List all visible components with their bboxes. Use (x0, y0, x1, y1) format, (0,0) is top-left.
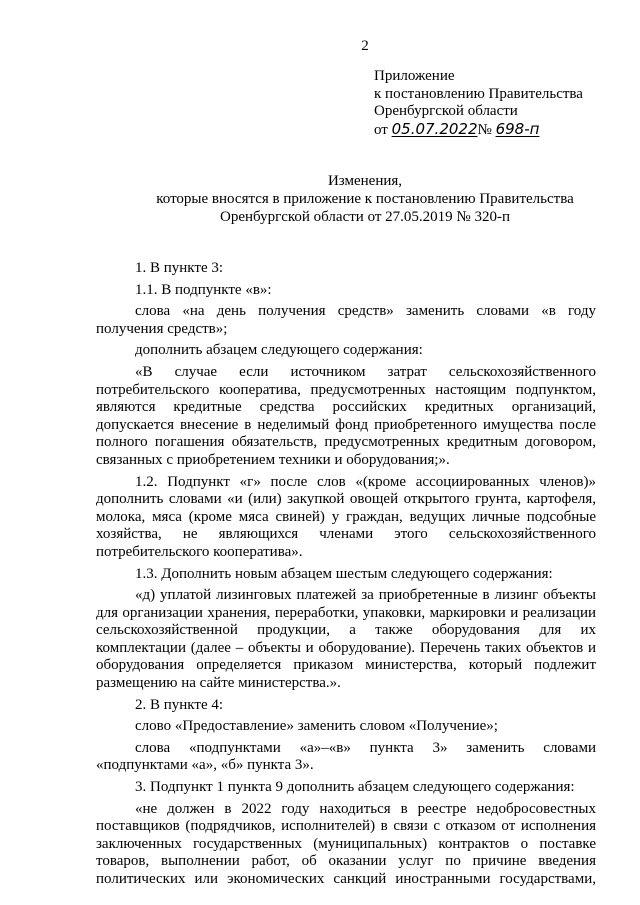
page-number: 2 (361, 38, 369, 54)
number-label: № (477, 121, 492, 138)
paragraph-1-2: 1.2. Подпункт «г» после слов «(кроме ассоциированных членов)» дополнить словами «и (или) закупкой овощей открытого грунта, картофеля, молока, мяса (кроме мяса свиней) у граждан, ведущих личные подсобные хозяйства, не являющихся членами этого сельскохозяйственного потребительского кооператива». (96, 473, 596, 560)
title-line-3: Оренбургской области от 27.05.2019 № 320-п (219, 209, 511, 225)
document-title (0, 172, 640, 226)
paragraph-quote-leasing: «д) уплатой лизинговых платежей за приобретенные в лизинг объекты для организации хранения, переработки, упаковки, маркировки и реализации сельскохозяйственной продукции, а также оборудования для их комплектации (далее – объекты и оборудование). Перечень таких объектов и оборудования определяется приказом министерства, который подлежит размещению на сайте министерства.». (96, 587, 596, 692)
appendix-date-number (374, 121, 583, 140)
handwritten-date: 05.07.2022 (391, 119, 478, 138)
from-label: от (374, 121, 388, 138)
paragraph-quote-registry: «не должен в 2022 году находиться в реестре недобросовестных поставщиков (подрядчиков, исполнителей) в связи с отказом от исполнения заключенных государственных (муниципальных) контрактов о поставке товаров, выполнении работ, об оказании услуг по причине введения политических или экономических санкций иностранными государствами, (96, 800, 596, 887)
paragraph-1: 1. В пункте 3: (135, 260, 224, 276)
appendix-title: Приложение (374, 68, 455, 84)
paragraph-2: 2. В пункте 4: (135, 696, 224, 713)
appendix-header (374, 68, 583, 139)
appendix-region: Оренбургской области (374, 103, 518, 119)
paragraph-word-replace: слово «Предоставление» заменить словом «Получение»; (135, 718, 498, 735)
title-line-1: Изменения, (327, 173, 403, 189)
handwritten-number: 698-п (495, 119, 540, 138)
paragraph-add-clause: дополнить абзацем следующего содержания: (135, 342, 423, 359)
paragraph-3: 3. Подпункт 1 пункта 9 дополнить абзацем следующего содержания: (135, 779, 575, 796)
title-line-2: которые вносятся в приложение к постановлению Правительства (156, 191, 574, 207)
paragraph-1-3: 1.3. Дополнить новым абзацем шестым следующего содержания: (135, 565, 553, 582)
paragraph-1-1: 1.1. В подпункте «в»: (135, 281, 272, 298)
paragraph-subpoints-replace: слова «подпунктами «а»–«в» пункта 3» заменить словами «подпунктами «а», «б» пункта 3». (96, 739, 596, 774)
paragraph-quote-credit: «В случае если источником затрат сельскохозяйственного потребительского кооператива, предусмотренных настоящим подпунктом, являются кредитные средства российских кредитных организаций, допускается внесение в неделимый фонд приобретенного имущества после полного погашения обязательств, предусмотренных кредитным договором, связанных с приобретением техники и оборудования;». (96, 363, 596, 468)
paragraph-replace-words: слова «на день получения средств» заменить словами «в году получения средств»; (96, 303, 596, 337)
document-body (96, 260, 596, 893)
appendix-resolution: к постановлению Правительства (374, 85, 583, 102)
